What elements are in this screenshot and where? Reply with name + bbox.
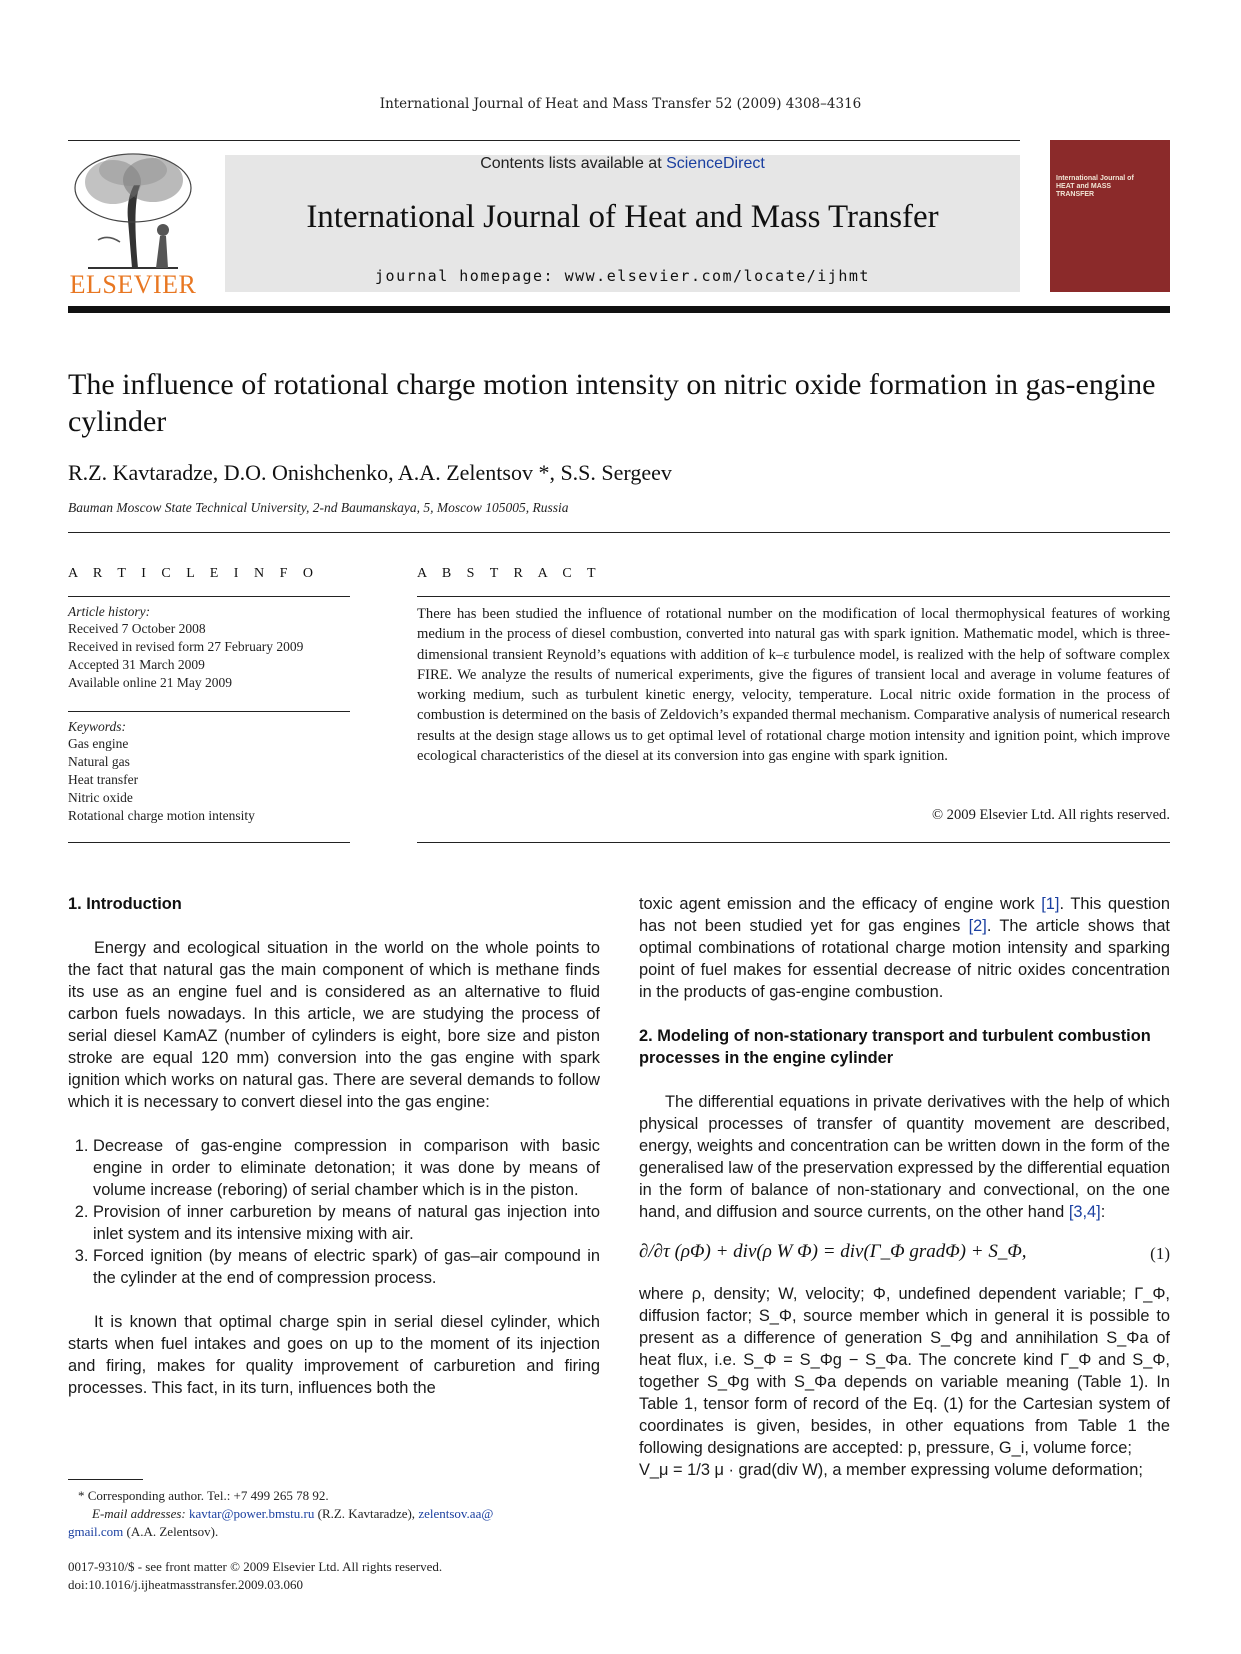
email-link-cont[interactable]: gmail.com: [68, 1524, 124, 1539]
journal-title[interactable]: International Journal of Heat and Mass Transfer: [306, 199, 939, 235]
right-column: [639, 893, 1170, 1481]
conversion-demands-list: [68, 1135, 600, 1289]
author-list: R.Z. Kavtaradze, D.O. Onishchenko, A.A. Zelentsov *, S.S. Sergeev: [68, 460, 672, 485]
issn-line: 0017-9310/$ - see front matter © 2009 Elsevier Ltd. All rights reserved.: [68, 1559, 443, 1574]
abstract-heading: A B S T R A C T: [417, 566, 602, 581]
citation-link[interactable]: [1]: [1041, 895, 1060, 913]
corresponding-author: * Corresponding author. Tel.: +7 499 265 78 92.: [78, 1488, 329, 1503]
email-line: [68, 1505, 600, 1523]
section-2-paragraph: [639, 1091, 1170, 1223]
running-header: International Journal of Heat and Mass Transfer 52 (2009) 4308–4316: [379, 96, 862, 112]
history-rule: [68, 711, 350, 712]
history-item: Accepted 31 March 2009: [68, 657, 205, 672]
keywords-label: Keywords:: [68, 719, 126, 734]
sciencedirect-link[interactable]: ScienceDirect: [666, 155, 765, 172]
keyword-item: Gas engine: [68, 736, 129, 751]
citation-link[interactable]: [2]: [968, 917, 987, 935]
equation-1: [639, 1229, 1170, 1283]
history-item: Received 7 October 2008: [68, 621, 206, 636]
text-span: :: [1100, 1203, 1106, 1221]
equation-explanation: where ρ, density; W, velocity; Φ, undefined dependent variable; Γ_Φ, diffusion factor; S_Φ, source member which in general it is possible to present as a difference of generation S_Φg and annihilation S_Φa of heat flux, i.e. S_Φ = S_Φg − S_Φa. The concrete kind Γ_Φ and S_Φ, together S_Φg with S_Φa depends on variable meaning (Table 1). In Table 1, tensor form of record of the Eq. (1) for the Cartesian system of coordinates is given, besides, in other equations from Table 1 the following designations are accepted: p, pressure, G_i, volume force;: [639, 1285, 1170, 1457]
footnote-rule: [68, 1479, 143, 1480]
email-label: E-mail addresses:: [92, 1506, 186, 1521]
history-item: Available online 21 May 2009: [68, 675, 232, 690]
equation-number: (1): [1150, 1244, 1170, 1263]
elsevier-tree-icon: [68, 150, 198, 270]
keyword-item: Rotational charge motion intensity: [68, 808, 255, 823]
abstract-copyright: © 2009 Elsevier Ltd. All rights reserved.: [931, 807, 1170, 823]
intro-paragraph-1: Energy and ecological situation in the world on the whole points to the fact that natural gas the main component of which is methane finds its use as an engine fuel and is considered as an alternative to fluid carbon fuels nowadays. In this article, we are studying the process of serial diesel KamAZ (number of cylinders is eight, bore size and piston stroke are equal 120 mm) conversion into the gas engine with spark ignition which works on natural gas. There are several demands to follow which it is necessary to convert diesel into the gas engine:: [68, 939, 600, 1111]
email-link[interactable]: kavtar@power.bmstu.ru: [189, 1506, 315, 1521]
abstract-bottom-rule: [417, 842, 1170, 843]
abstract-rule: [417, 596, 1170, 597]
equation-1-body: ∂/∂τ (ρΦ) + div(ρ W Φ) = div(Γ_Φ gradΦ) + S_Φ,: [639, 1241, 1027, 1262]
footnote: [68, 1487, 600, 1594]
elsevier-logo: [68, 150, 198, 300]
header-rule: [68, 140, 1020, 141]
keyword-item: Nitric oxide: [68, 790, 133, 805]
email-line-cont: [68, 1523, 600, 1541]
keywords-rule: [68, 842, 350, 843]
journal-cover[interactable]: [1050, 140, 1170, 292]
citation-link[interactable]: [3,4]: [1068, 1203, 1101, 1221]
list-item: 1. Decrease of gas-engine compression in comparison with basic engine in order to eliminate detonation; it was done by means of volume increase (reboring) of serial chamber which is in the piston.: [93, 1135, 600, 1201]
list-item: 3. Forced ignition (by means of electric spark) of gas–air compound in the cylinder at the end of compression process.: [93, 1245, 600, 1289]
section-1-heading: 1. Introduction: [68, 895, 182, 913]
affiliation-rule: [68, 532, 1170, 533]
left-column: [68, 893, 600, 1399]
contents-prefix: Contents lists available at: [480, 155, 667, 172]
journal-banner: [225, 155, 1020, 292]
journal-homepage[interactable]: journal homepage: www.elsevier.com/locate/ijhmt: [375, 267, 870, 285]
text-span: The differential equations in private derivatives with the help of which physical processes of transfer of quantity movement are described, energy, weights and concentration can be written down in the form of the generalised law of the preservation expressed by the differential equation in the form of balance of non-stationary and convectional, on the one hand, and diffusion and source currents, on the other hand: [639, 1093, 1170, 1221]
article-info-rule: [68, 596, 350, 597]
intro-continuation: [639, 893, 1170, 1003]
keyword-item: Heat transfer: [68, 772, 139, 787]
intro-paragraph-2: It is known that optimal charge spin in serial diesel cylinder, which starts when fuel intakes and goes on up to the moment of its injection and firing, makes for quality improvement of carburetion and firing processes. This fact, in its turn, influences both the: [68, 1313, 600, 1397]
text-span: . This question has not been studied yet for gas engines: [639, 895, 1170, 935]
text-span: . The article shows that optimal combinations of rotational charge motion intensity and sparking point of fuel makes for essential decrease of nitric oxides concentration in the products of gas-engine combustion.: [639, 917, 1170, 1001]
keywords: [68, 719, 358, 825]
contents-line: [225, 155, 1020, 173]
abstract-text: There has been studied the influence of rotational number on the modification of local thermophysical features of working medium in the process of diesel combustion, converted into natural gas with spark ignition. Mathematic model, which is three-dimensional transient Reynold’s equations with addition of k–ε turbulence model, is realized with the help of software complex FIRE. We analyze the results of numerical experiments, give the figures of transient local and average in volume features of working medium, such as turbulent kinetic energy, velocity, temperature. Local nitric oxide formation in the process of combustion is determined on the basis of Zeldovich’s expanded thermal mechanism. Comparative analysis of numerical research results at the design stage allows us to get optimal level of rotational charge motion intensity and ignition point, which improve ecological characteristics of the diesel at its conversion into gas engine with spark ignition.: [417, 606, 1170, 765]
cover-title: International Journal of HEAT and MASS TRANSFER: [1056, 175, 1134, 198]
article-info-heading: A R T I C L E I N F O: [68, 566, 319, 581]
affiliation: Bauman Moscow State Technical University, 2-nd Baumanskaya, 5, Moscow 105005, Russia: [68, 500, 569, 515]
doi-line[interactable]: doi:10.1016/j.ijheatmasstransfer.2009.03.060: [68, 1577, 304, 1592]
history-item: Received in revised form 27 February 2009: [68, 639, 304, 654]
masthead-rule: [68, 306, 1170, 313]
paper-title: The influence of rotational charge motion intensity on nitric oxide formation in gas-engine cylinder: [68, 368, 1156, 438]
text-span: toxic agent emission and the efficacy of engine work: [639, 895, 1042, 913]
volume-deformation-line: V_μ = 1/3 μ · grad(div W), a member expressing volume deformation;: [639, 1461, 1143, 1479]
elsevier-wordmark[interactable]: ELSEVIER: [69, 270, 197, 299]
list-item: 2. Provision of inner carburetion by means of natural gas injection into inlet system and its intensive mixing with air.: [93, 1201, 600, 1245]
email-owner: (R.Z. Kavtaradze),: [317, 1506, 416, 1521]
email-owner: (A.A. Zelentsov).: [126, 1524, 219, 1539]
email-link[interactable]: zelentsov.aa@: [418, 1506, 494, 1521]
section-2-heading: 2. Modeling of non-stationary transport and turbulent combustion processes in the engine cylinder: [639, 1027, 1151, 1067]
article-history: [68, 604, 358, 692]
history-label: Article history:: [68, 604, 151, 619]
keyword-item: Natural gas: [68, 754, 130, 769]
